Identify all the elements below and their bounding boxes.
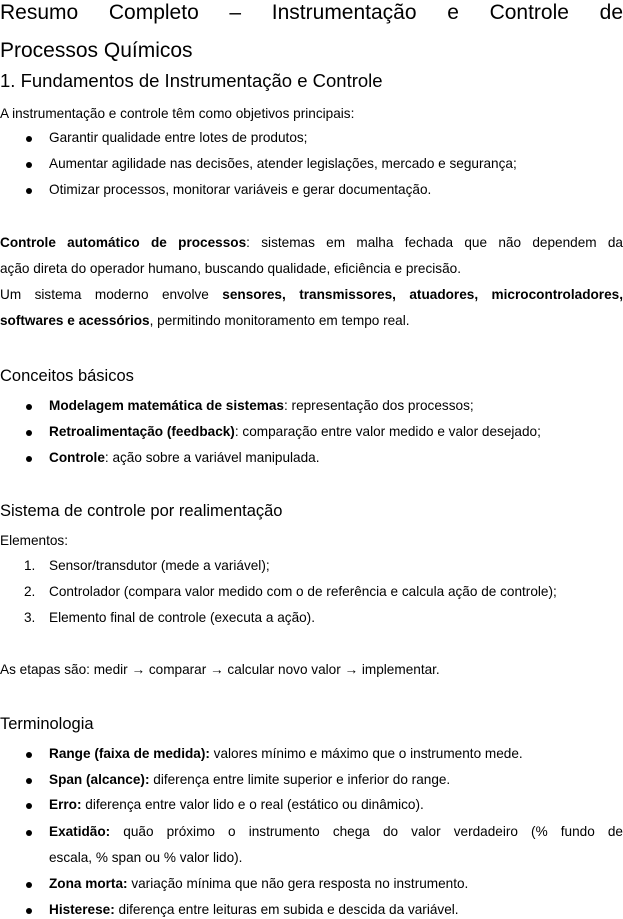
- auto-control-term: Controle automático de processos: [0, 235, 247, 250]
- modern-system-paragraph-line-1: Um sistema moderno envolve sensores, transmissores, atuadores, microcontroladores,: [0, 287, 623, 302]
- intro-paragraph: A instrumentação e controle têm como objetivos principais:: [0, 106, 355, 121]
- bullet-icon: [26, 136, 32, 142]
- bullet-icon: [26, 162, 32, 168]
- bullet-icon: [26, 456, 32, 462]
- bullet-icon: [26, 830, 32, 836]
- bullet-icon: [26, 882, 32, 888]
- bullet-icon: [26, 188, 32, 194]
- bullet-icon: [26, 404, 32, 410]
- page-title: [0, 0, 623, 70]
- steps-paragraph: As etapas são: medir → comparar → calcular novo valor → implementar.: [0, 662, 440, 677]
- bullet-icon: [26, 778, 32, 784]
- bullet-icon: [26, 803, 32, 809]
- section-heading-terminology: Terminologia: [0, 715, 94, 733]
- bullet-icon: [26, 752, 32, 758]
- title-line-1: Resumo Completo – Instrumentação e Controle de: [0, 1, 623, 24]
- auto-control-paragraph-line-2: ação direta do operador humano, buscando qualidade, eficiência e precisão.: [0, 261, 461, 276]
- modern-system-paragraph-line-2: softwares e acessórios, permitindo monitoramento em tempo real.: [0, 313, 410, 328]
- section-heading-concepts: Conceitos básicos: [0, 367, 134, 385]
- section-heading-fundamentals: 1. Fundamentos de Instrumentação e Controle: [0, 70, 383, 91]
- section-heading-feedback-system: Sistema de controle por realimentação: [0, 502, 283, 520]
- bullet-icon: [26, 430, 32, 436]
- elements-label: Elementos:: [0, 533, 69, 548]
- auto-control-paragraph-line-1: Controle automático de processos: sistemas em malha fechada que não dependem da: [0, 235, 623, 250]
- title-line-2: Processos Químicos: [0, 39, 193, 62]
- bullet-icon: [26, 908, 32, 914]
